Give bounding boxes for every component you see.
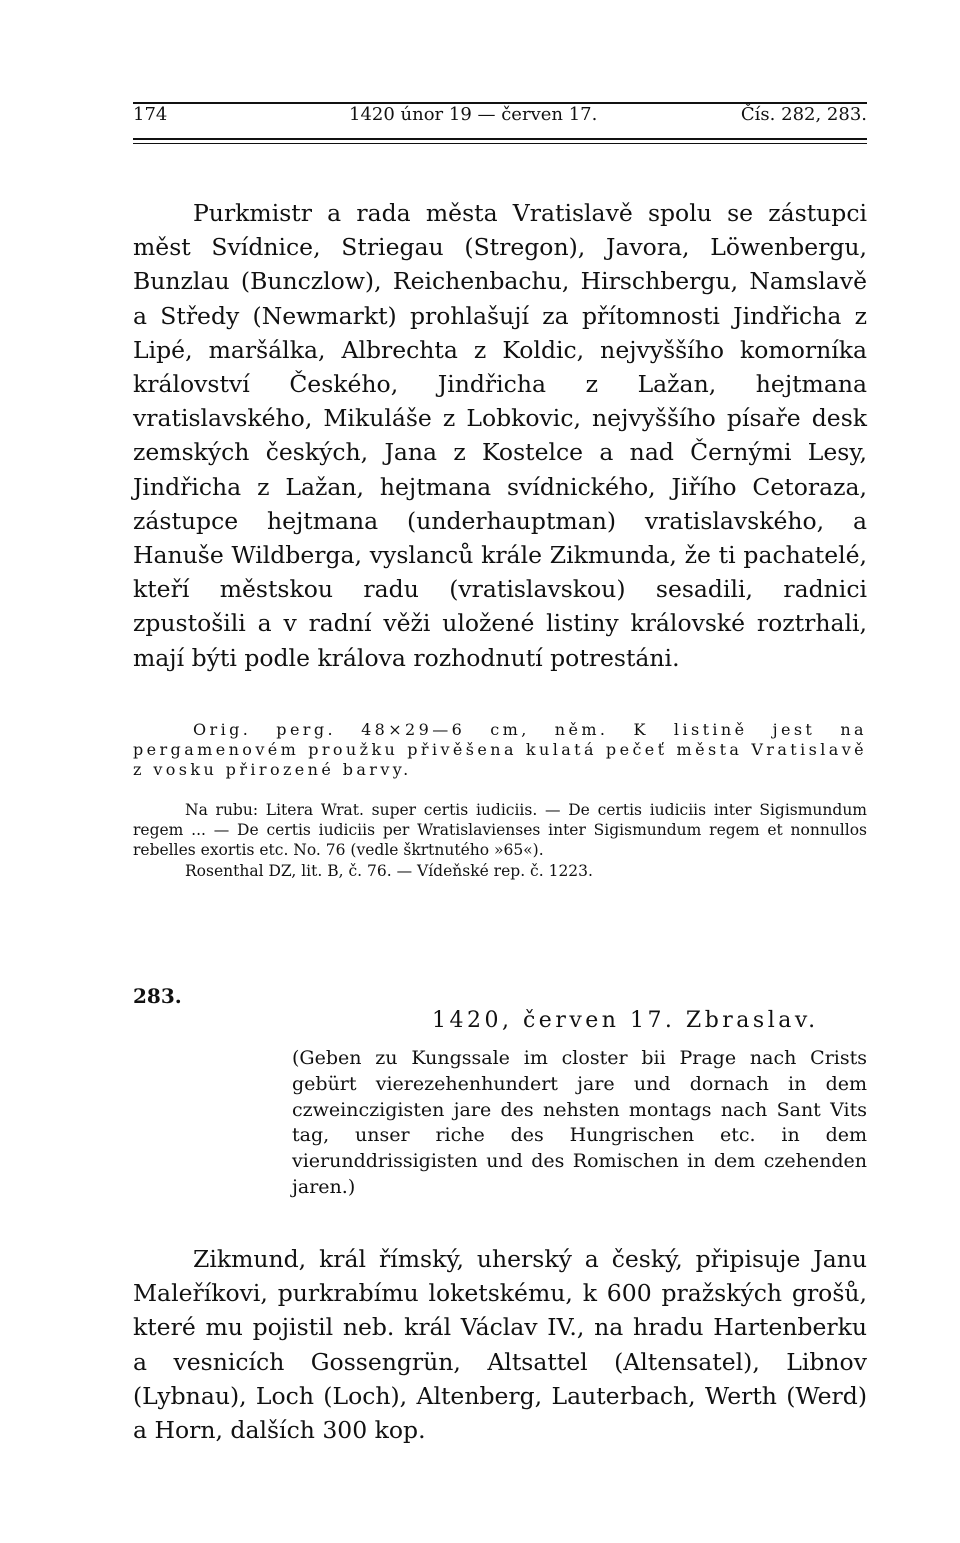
doc-282-original-description: Orig. perg. 48×29—6 cm, něm. K listině jest na pergamenovém proužku přivěšena kulatá pečeť města Vratislavě z vosku přirozené barvy. [133,720,867,779]
doc-282-regest: Purkmistr a rada města Vratislavě spolu se zástupci měst Svídnice, Striegau (Stregon), Javora, Löwenbergu, Bunzlau (Bunczlow), Reichenbachu, Hirschbergu, Namslavě a Středy (Newmarkt) prohlašují za přítomnosti Jindřicha z Lipé, maršálka, Albrechta z Koldic, nejvyššího komorníka království Českého, Jindřicha z Lažan, hejtmana vratislavského, Mikuláše z Lobkovic, nejvyššího písaře desk zemských českých, Jana z Kostelce a nad Černými Lesy, Jindřicha z Lažan, hejtmana svídnického, Jiřího Cetoraza, zástupce hejtmana (underhauptman) vratislavského, a Hanuše Wildberga, vyslanců krále Zikmunda, že ti pachatelé, kteří městskou radu (vratislavskou) sesadili, radnici zpustošili a v radní věži uložené listiny královské roztrhali, mají býti podle králova rozhodnutí potrestáni. [133,199,867,672]
header-doc-numbers: Čís. 282, 283. [740,104,867,125]
doc-282-dorsal-notes: Na rubu: Litera Wrat. super certis iudiciis. — De certis iudiciis inter Sigismundum regem ... — De certis iudiciis per Wratislavienses inter Sigismundum regem et nonnullos rebelles exortis etc. No. 76 (vedle škrtnutého »65«). [133,801,867,860]
header-date-range: 1420 únor 19 — červen 17. [349,104,598,125]
page-number: 174 [133,104,168,125]
doc-283-date-place: 1420, červen 17. Zbraslav. [432,1008,819,1033]
header-rule-bottom-thin [133,143,867,144]
header-rule-bottom [133,138,867,140]
doc-283-regest: Zikmund, král římský, uherský a český, připisuje Janu Maleříkovi, purkrabímu loketskému, k 600 pražských grošů, které mu pojistil neb. král Václav IV., na hradu Hartenberku a vesnicích Gossengrün, Altsattel (Altensatel), Libnov (Lybnau), Loch (Loch), Altenberg, Lauterbach, Werth (Werd) a Horn, dalších 300 kop. [133,1245,867,1445]
doc-282-notes [133,800,867,881]
doc-283-german-dating: (Geben zu Kungssale im closter bii Prage nach Crists gebürt vierezehenhundert jare und dornach in dem czweinczigisten jare des nehsten montags nach Sant Vits tag, unser riche des Hungrischen etc. in dem vierunddrissigisten und des Romischen in dem czehenden jaren.) [292,1047,867,1198]
doc-283-number: 283. [133,984,182,1008]
doc-282-reference: Rosenthal DZ, lit. B, č. 76. — Vídeňské rep. č. 1223. [185,861,593,880]
